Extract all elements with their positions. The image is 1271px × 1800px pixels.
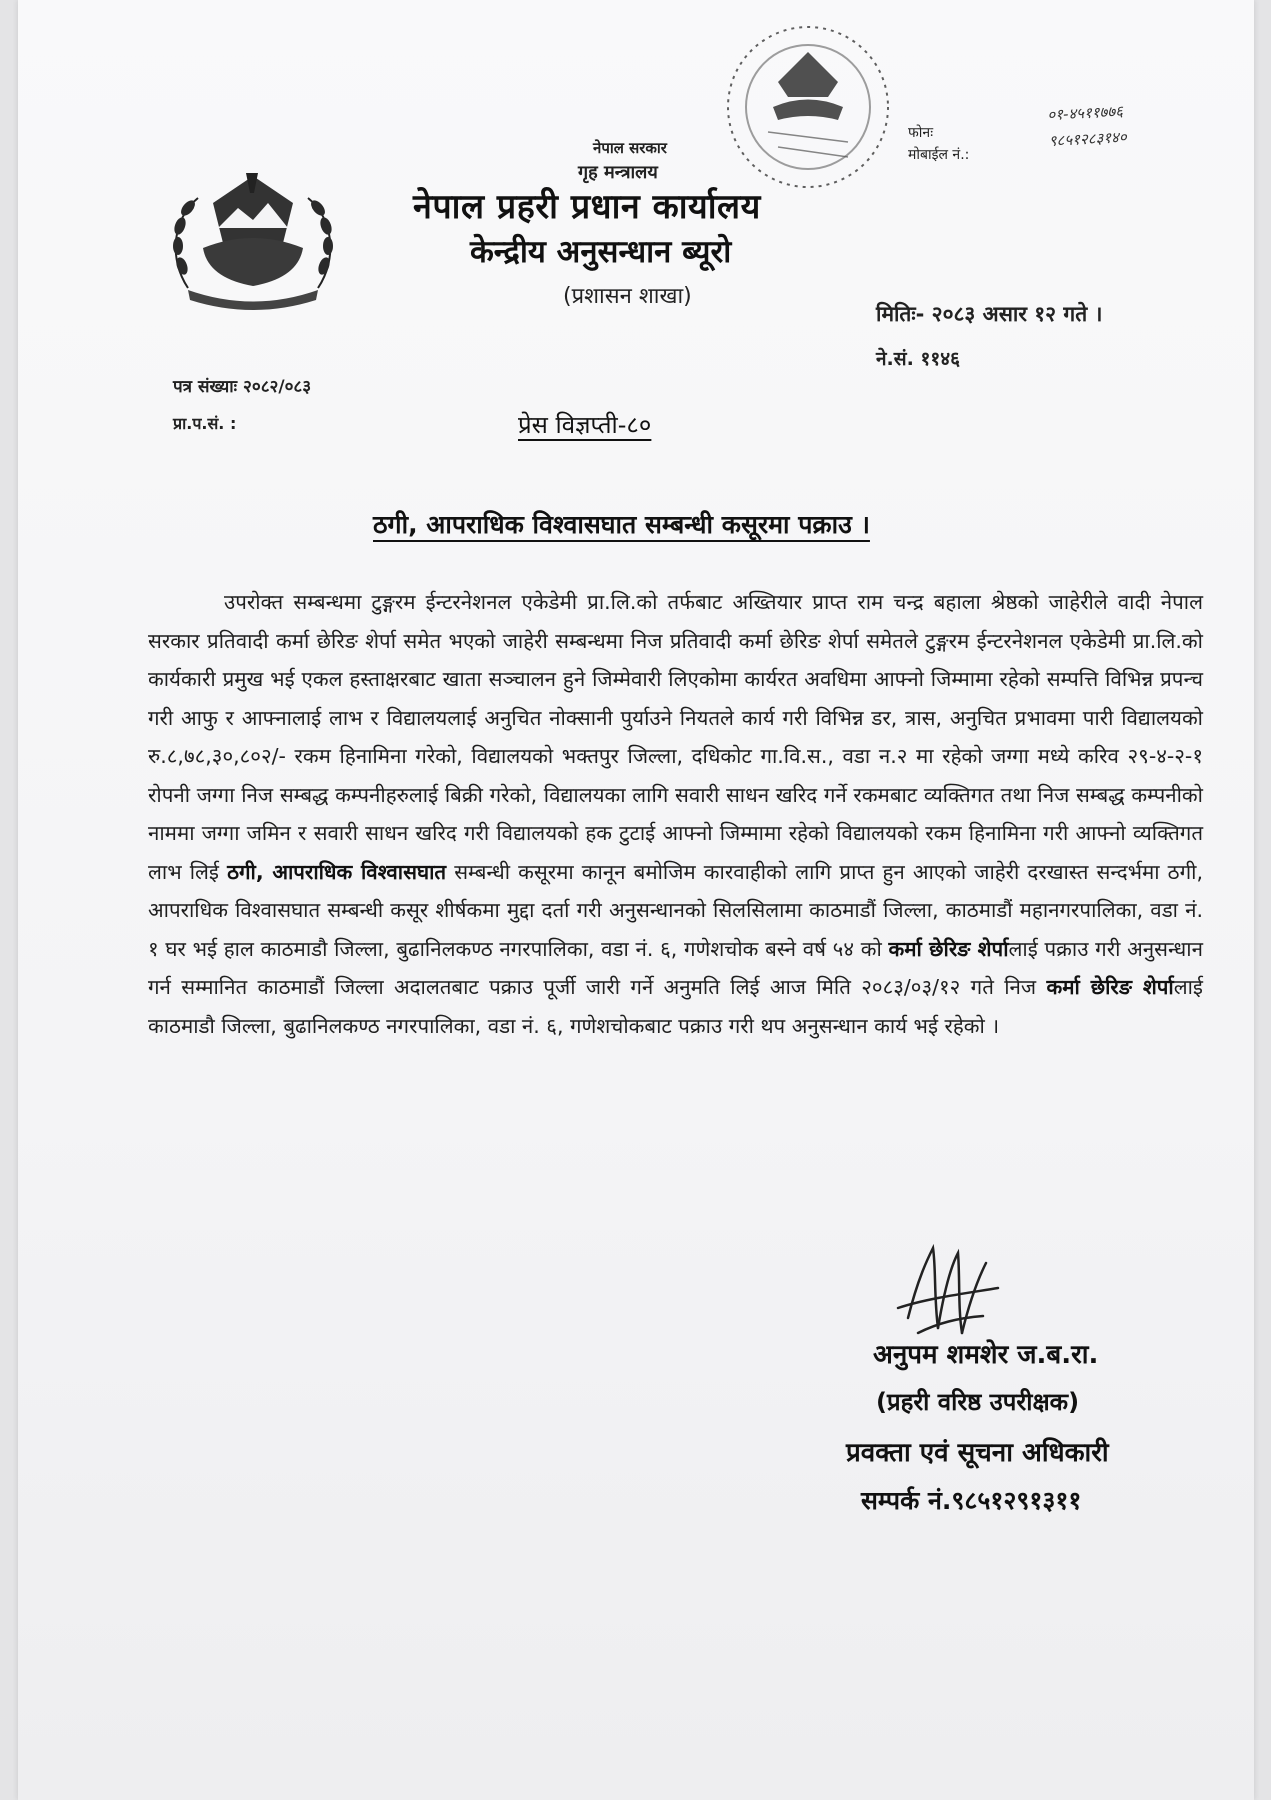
prps-label: प्रा.प.सं. : xyxy=(173,414,237,433)
contact-values xyxy=(1047,98,1128,154)
government-label: नेपाल सरकार xyxy=(593,139,667,157)
body-bold-1: ठगी, आपराधिक विश्वासघात xyxy=(227,859,447,884)
bureau-title: केन्द्रीय अनुसन्धान ब्यूरो xyxy=(470,234,732,270)
press-release-title: प्रेस विज्ञप्ती-८० xyxy=(518,411,652,439)
contact-labels xyxy=(908,122,969,166)
body-bold-2: कर्मा छेरिङ शेर्पा xyxy=(888,936,1009,961)
mobile-value: ९८५१२८३१४० xyxy=(1048,127,1128,151)
signatory-contact: सम्पर्क नं.९८५१२९१३११ xyxy=(861,1486,1082,1515)
body-text-1: उपरोक्त सम्बन्धमा टुङ्गरम ईन्टरनेशनल एकेडेमी प्रा.लि.को तर्फबाट अख्तियार प्राप्त राम चन्द्र बहाला श्रेष्ठको जाहेरीले वादी नेपाल सरकार प्रतिवादी कर्मा छेरिङ शेर्पा समेत भएको जाहेरी सम्बन्धमा निज प्रतिवादी कर्मा छेरिङ शेर्पा समेतले टुङ्गरम ईन्टरनेशनल एकेडेमी प्रा.लि.को कार्यकारी प्रमुख भई एकल हस्ताक्षरबाट खाता सञ्चालन हुने जिम्मेवारी लिएकोमा कार्यरत अवधिमा आफ्नो जिम्मामा रहेको सम्पत्ति विभिन्न प्रपन्च गरी आफु र आफ्नालाई लाभ र विद्यालयलाई अनुचित नोक्सानी पुर्याउने नियतले कार्य गरी विभिन्न डर, त्रास, अनुचित प्रभावमा पारी विद्यालयको रु.८,७८,३०,८०२/- रकम हिनामिना गरेको, विद्यालयको भक्तपुर जिल्ला, दधिकोट गा.वि.स., वडा न.२ मा रहेको जग्गा मध्ये करिव २९-४-२-१ रोपनी जग्गा निज सम्बद्ध कम्पनीहरुलाई बिक्री गरेको, विद्यालयका लागि सवारी साधन खरिद गर्ने रकमबाट व्यक्तिगत तथा निज सम्बद्ध कम्पनीको नाममा जग्गा जमिन र सवारी साधन खरिद गरी विद्यालयको हक टुटाई आफ्नो जिम्मामा रहेको विद्यालयको रकम हिनामिना गरी आफ्नो व्यक्तिगत लाभ लिई xyxy=(148,590,1203,884)
body-text-4: लाई काठमाडौ जिल्ला, बुढानिलकण्ठ नगरपालिका, वडा नं. ६, गणेशचोकबाट पक्राउ गरी थप अनुसन्धान कार्य भई रहेको । xyxy=(148,975,1203,1038)
phone-label: फोनः xyxy=(908,125,934,141)
subject-heading: ठगी, आपराधिक विश्वासघात सम्बन्धी कसूरमा पक्राउ । xyxy=(373,510,870,539)
letter-number: पत्र संख्याः २०८२/०८३ xyxy=(173,377,312,397)
handwritten-signature-icon xyxy=(888,1238,1008,1348)
office-seal-icon xyxy=(708,12,908,202)
body-text-3: लाई पक्राउ गरी अनुसन्धान गर्न सम्मानित काठमाडौं जिल्ला अदालतबाट पक्राउ पूर्जी जारी गर्ने अनुमति लिई आज मिति २०८३/०३/१२ गते निज xyxy=(148,936,1203,999)
mobile-label: मोबाईल नं.: xyxy=(908,147,970,163)
ministry-label: गृह मन्त्रालय xyxy=(578,162,658,183)
office-title: नेपाल प्रहरी प्रधान कार्यालय xyxy=(413,187,761,227)
document-page xyxy=(18,0,1254,1800)
body-text-2: सम्बन्धी कसूरमा कानून बमोजिम कारवाहीको लागि प्राप्त हुन आएको जाहेरी दरखास्त सन्दर्भमा ठगी, आपराधिक विश्वासघात सम्बन्धी कसूर शीर्षकमा मुद्दा दर्ता गरी अनुसन्धानको सिलसिलामा काठमाडौं जिल्ला, काठमाडौं महानगरपालिका, वडा नं. १ घर भई हाल काठमाडौ जिल्ला, बुढानिलकण्ठ नगरपालिका, वडा नं. ६, गणेशचोक बस्ने वर्ष ५४ को xyxy=(148,859,1203,961)
phone-value: ०१-४५११७७६ xyxy=(1046,102,1124,125)
body-bold-3: कर्मा छेरिङ शेर्पा xyxy=(1046,975,1174,999)
body-paragraph xyxy=(148,583,1203,1045)
signatory-role: प्रवक्ता एवं सूचना अधिकारी xyxy=(846,1438,1109,1468)
date-label: मितिः- २०८३ असार १२ गते । xyxy=(876,302,1103,326)
signatory-rank: (प्रहरी वरिष्ठ उपरीक्षक) xyxy=(876,1388,1080,1416)
signatory-name: अनुपम शमशेर ज.ब.रा. xyxy=(873,1340,1099,1370)
nepal-emblem-icon xyxy=(158,168,348,318)
branch-label: (प्रशासन शाखा) xyxy=(563,284,692,309)
nepal-samvat-label: ने.सं. ११४६ xyxy=(876,348,960,370)
